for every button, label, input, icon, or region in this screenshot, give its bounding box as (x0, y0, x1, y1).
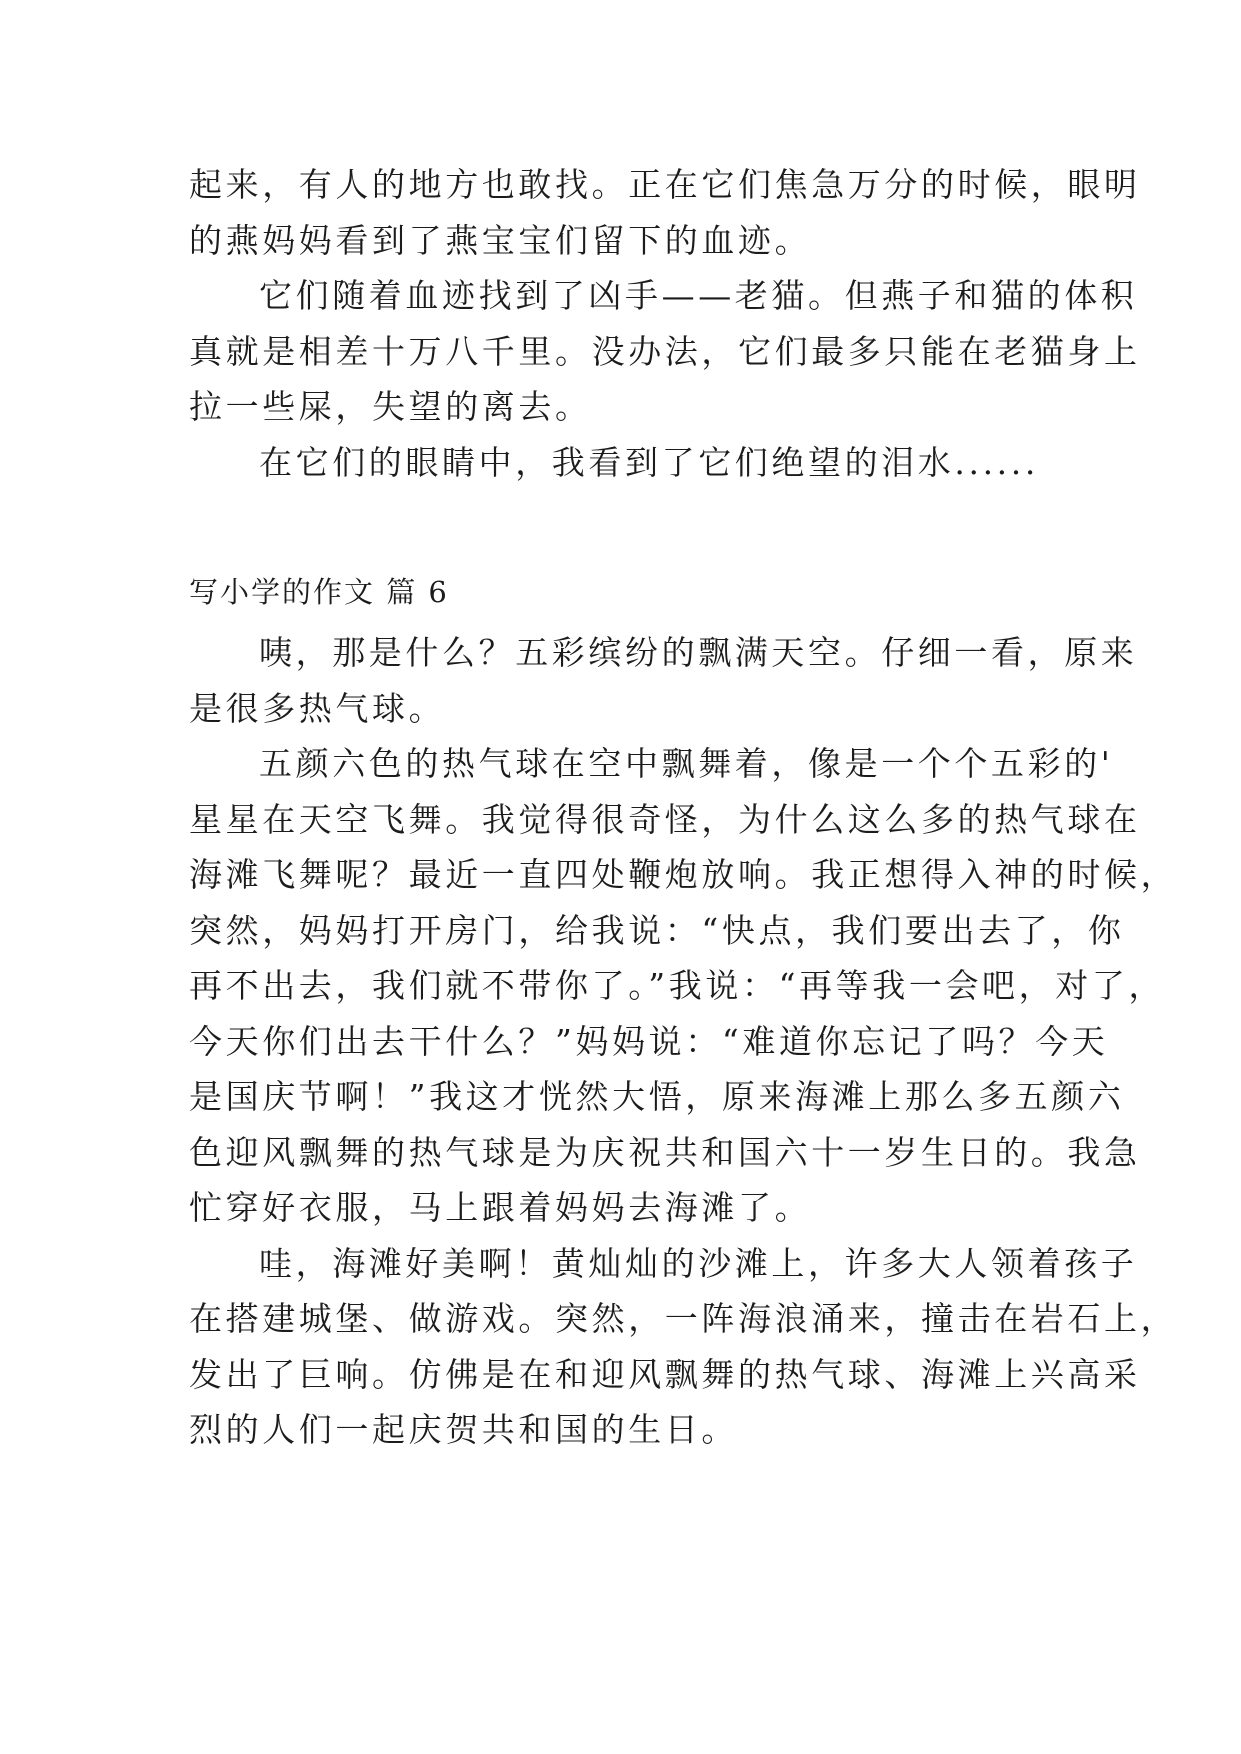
text-line: 五颜六色的热气球在空中飘舞着，像是一个个五彩的' (259, 744, 1114, 783)
essay-continuation (189, 157, 1141, 490)
text-line: 发出了巨响。仿佛是在和迎风飘舞的热气球、海滩上兴高采 (189, 1354, 1141, 1394)
text-line: 在它们的眼睛中，我看到了它们绝望的泪水...... (259, 442, 1039, 482)
text-line: 烈的人们一起庆贺共和国的生日。 (189, 1410, 738, 1449)
text-line: 今天你们出去干什么？”妈妈说：“难道你忘记了吗？今天 (189, 1021, 1109, 1061)
text-line: 在搭建城堡、做游戏。突然，一阵海浪涌来，撞击在岩石上， (189, 1299, 1178, 1338)
section-heading: 写小学的作文 篇 6 (189, 575, 449, 609)
text-line: 拉一些屎，失望的离去。 (189, 387, 592, 426)
text-line: 再不出去，我们就不带你了。”我说：“再等我一会吧，对了， (189, 966, 1166, 1005)
text-line: 色迎风飘舞的热气球是为庆祝共和国六十一岁生日的。我急 (189, 1132, 1141, 1172)
text-line: 忙穿好衣服，马上跟着妈妈去海滩了。 (189, 1188, 812, 1227)
text-line: 哇，海滩好美啊！黄灿灿的沙滩上，许多大人领着孩子 (259, 1243, 1138, 1283)
essay-body (189, 625, 1178, 1458)
text-line: 突然，妈妈打开房门，给我说：“快点，我们要出去了，你 (189, 910, 1125, 950)
text-line: 真就是相差十万八千里。没办法，它们最多只能在老猫身上 (189, 331, 1141, 371)
text-line: 的燕妈妈看到了燕宝宝们留下的血迹。 (189, 220, 812, 260)
text-line: 海滩飞舞呢？最近一直四处鞭炮放响。我正想得入神的时候， (189, 855, 1178, 894)
text-line: 起来，有人的地方也敢找。正在它们焦急万分的时候，眼明 (189, 165, 1141, 204)
text-line: 咦，那是什么？五彩缤纷的飘满天空。仔细一看，原来 (259, 633, 1138, 672)
text-line: 是国庆节啊！”我这才恍然大悟，原来海滩上那么多五颜六 (189, 1077, 1125, 1116)
text-line: 是很多热气球。 (189, 688, 446, 728)
text-line: 它们随着血迹找到了凶手——老猫。但燕子和猫的体积 (259, 276, 1138, 315)
text-line: 星星在天空飞舞。我觉得很奇怪，为什么这么多的热气球在 (189, 799, 1141, 839)
